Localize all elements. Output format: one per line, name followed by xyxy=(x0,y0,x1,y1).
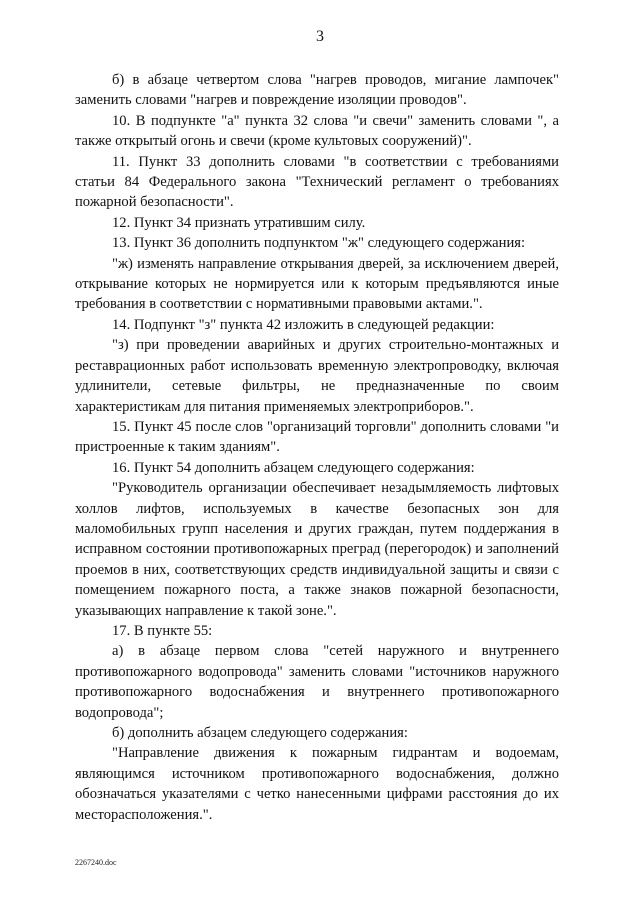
paragraph: 11. Пункт 33 дополнить словами "в соответствии с требованиями статьи 84 Федерального закона "Технический регламент о требованиях пожарной безопасности". xyxy=(75,153,559,211)
paragraph: 15. Пункт 45 после слов "организаций торговли" дополнить словами "и пристроенные к таким зданиям". xyxy=(75,418,559,456)
paragraph: "ж) изменять направление открывания дверей, за исключением дверей, открывание которых не нормируется или к которым предъявляются иные требования в соответствии с нормативными правовыми актами.". xyxy=(75,255,559,313)
paragraph: "з) при проведении аварийных и других строительно-монтажных и реставрационных работ использовать временную электропроводку, включая удлинители, сетевые фильтры, не предназначенные по своим характеристикам для питания применяемых электроприборов.". xyxy=(75,337,559,415)
page-number: 3 xyxy=(316,28,324,45)
paragraph: 13. Пункт 36 дополнить подпунктом "ж" следующего содержания: xyxy=(112,235,526,252)
paragraph: 14. Подпункт "з" пункта 42 изложить в следующей редакции: xyxy=(112,316,495,333)
paragraph: 12. Пункт 34 признать утратившим силу. xyxy=(112,214,366,231)
paragraph: 16. Пункт 54 дополнить абзацем следующего содержания: xyxy=(112,459,475,476)
paragraph: "Руководитель организации обеспечивает незадымляемость лифтовых холлов лифтов, используемых в качестве безопасных зон для маломобильных групп населения и других граждан, путем поддержания в исправном состоянии противопожарных преград (перегородок) и заполнений проемов в них, соответствующих средств индивидуальной защиты и связи с помещением пожарного поста, а также знаков пожарной безопасности, указывающих направление к такой зоне.". xyxy=(75,480,559,619)
paragraph: б) дополнить абзацем следующего содержания: xyxy=(112,725,408,741)
paragraph: а) в абзаце первом слова "сетей наружного и внутреннего противопожарного водопровода" заменить словами "источников наружного противопожарного водоснабжения и внутреннего противопожарного водопровода"; xyxy=(75,643,559,721)
paragraph: 17. В пункте 55: xyxy=(112,622,213,639)
paragraph: б) в абзаце четвертом слова "нагрев проводов, мигание лампочек" заменить словами "нагрев и повреждение изоляции проводов". xyxy=(75,72,559,109)
document-body xyxy=(75,70,559,825)
paragraph: 10. В подпункте "а" пункта 32 слова "и свечи" заменить словами ", а также открытый огонь и свечи (кроме культовых сооружений)". xyxy=(75,112,559,150)
footer-file-code: 2267240.doc xyxy=(75,858,117,867)
paragraph: "Направление движения к пожарным гидрантам и водоемам, являющимся источником противопожарного водоснабжения, должно обозначаться указателями с четко нанесенными цифрами расстояния до их месторасположения.". xyxy=(75,745,559,823)
